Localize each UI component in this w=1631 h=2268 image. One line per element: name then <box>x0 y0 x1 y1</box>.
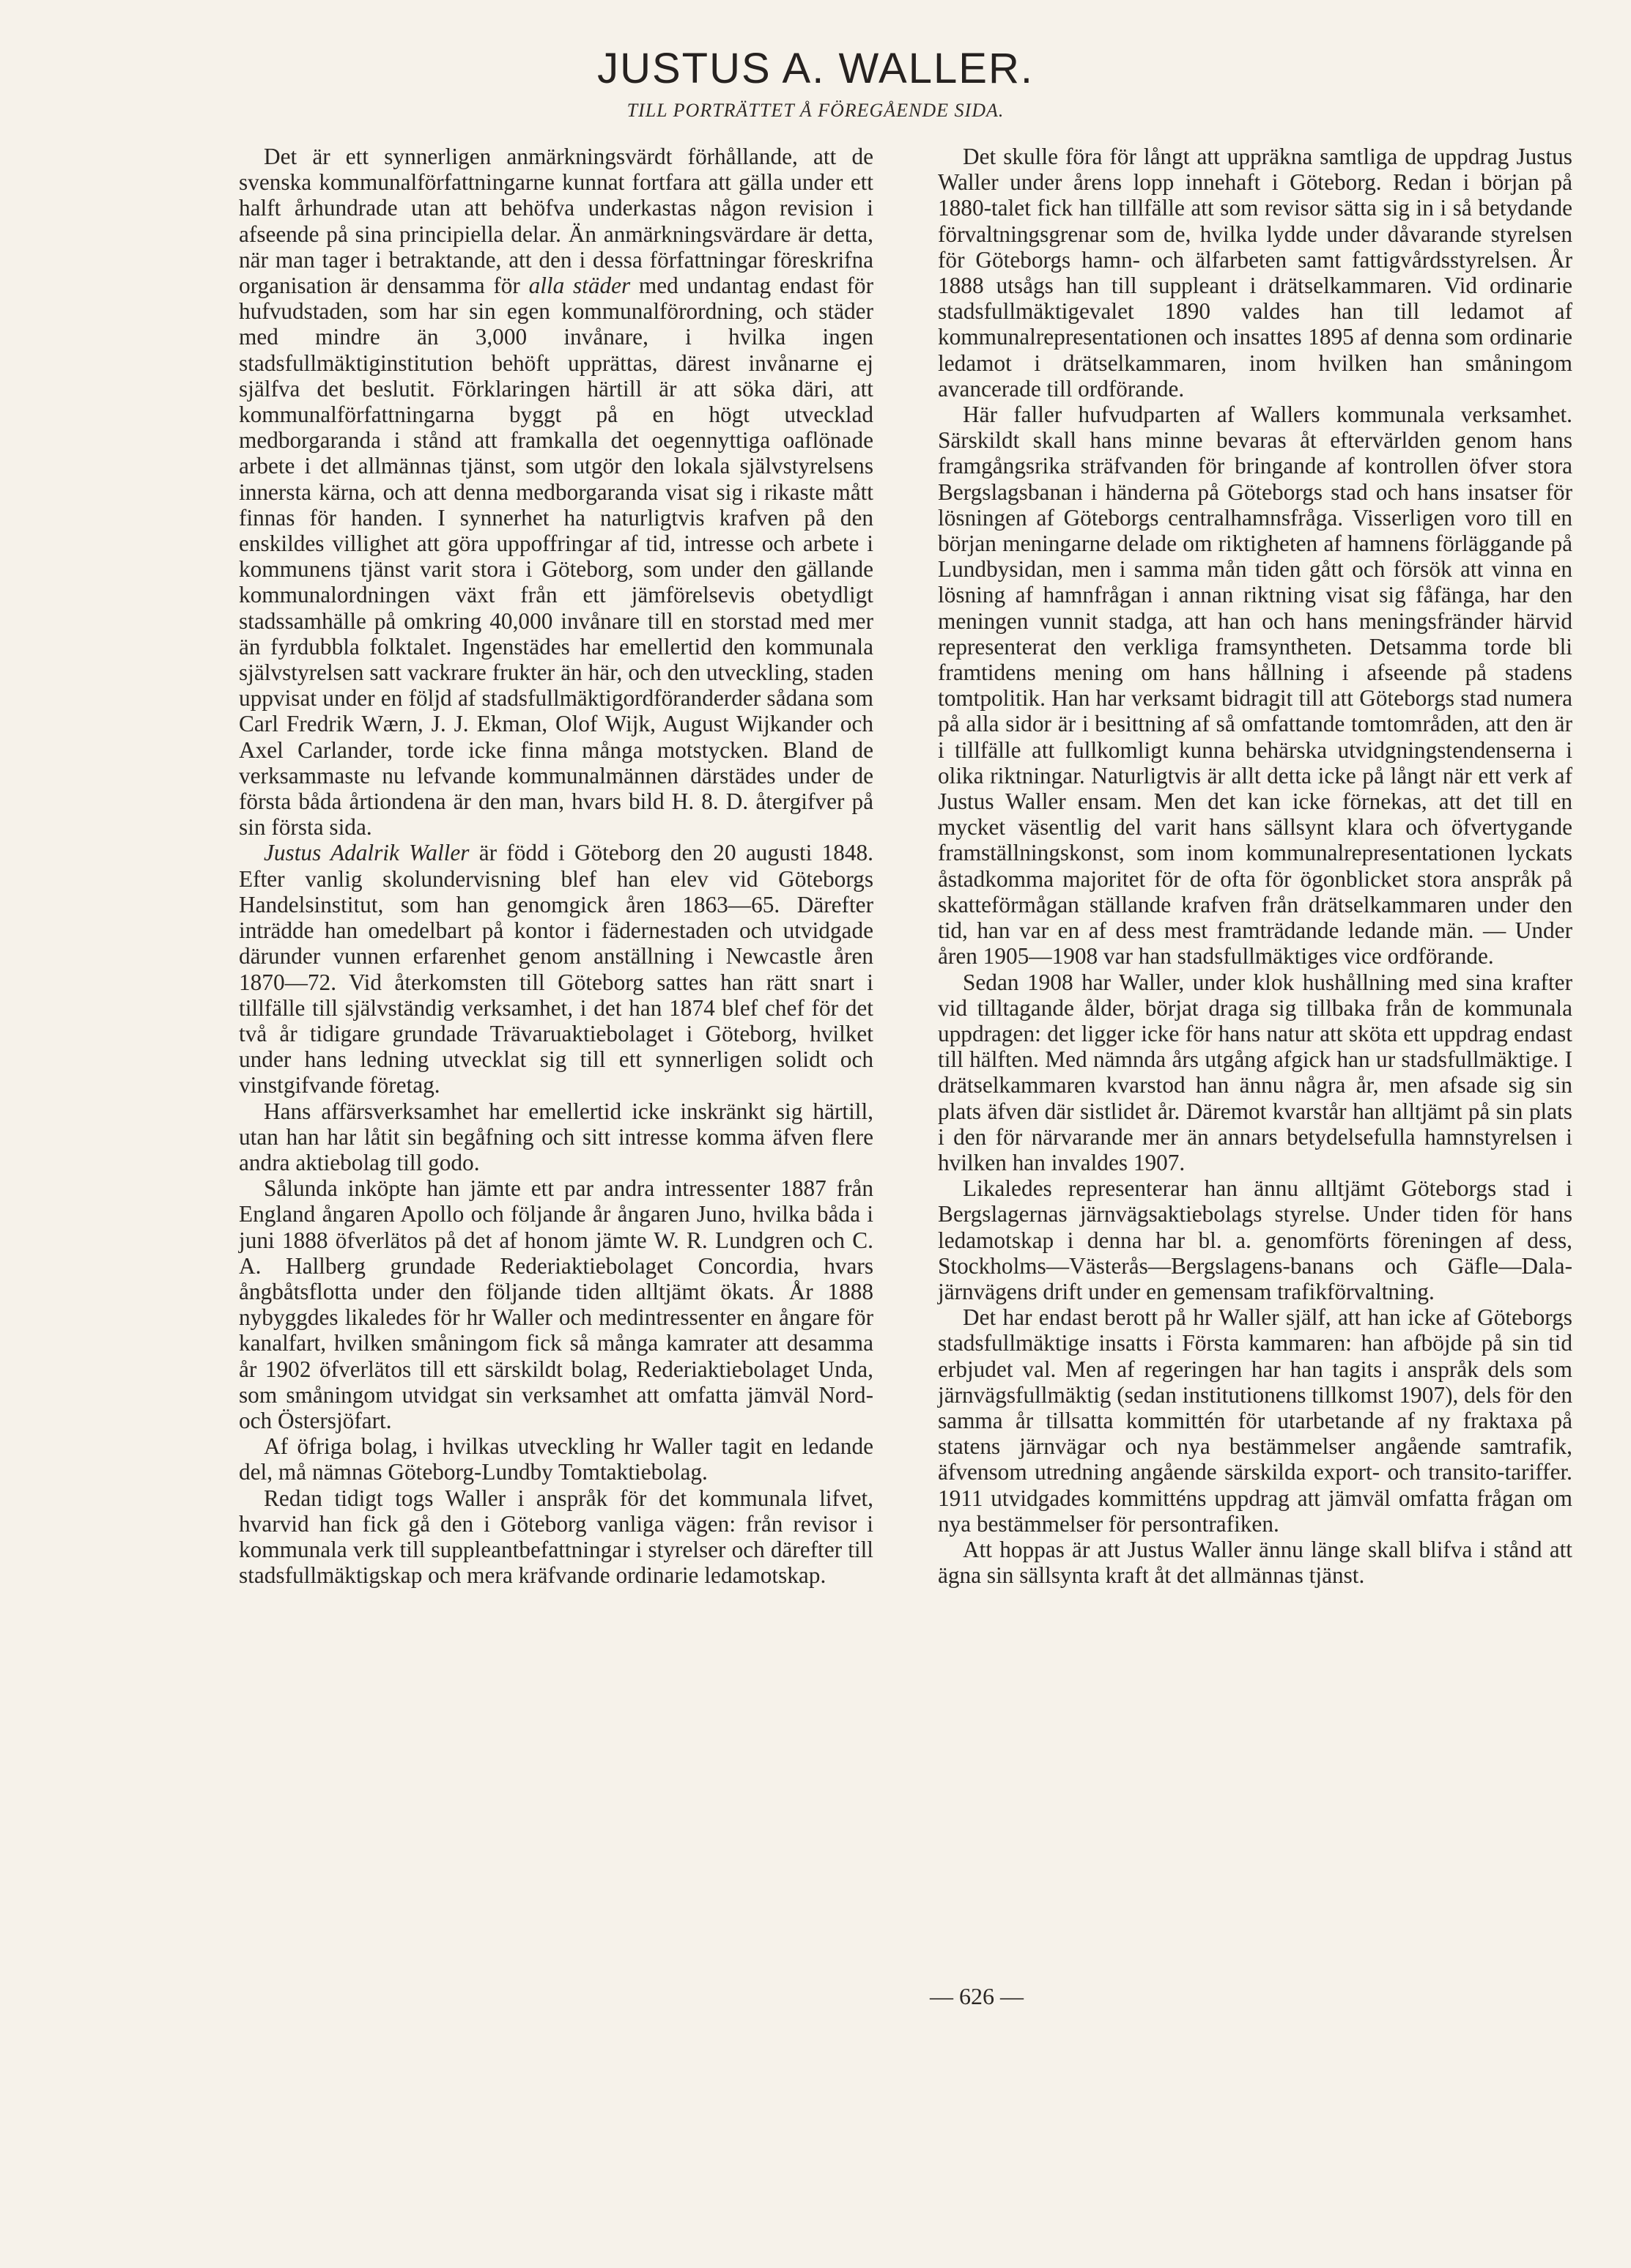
left-paragraph-4: Sålunda inköpte han jämte ett par andra intressenter 1887 från England ångaren Apollo och följande år ångaren Juno, hvilka båda i juni 1888 öfverlätos på det af honom jämte W. R. Lundgren och C. A. Hallberg grundade Rederiaktiebolaget Concordia, hvars ångbåtsflotta under den följande tiden alltjämt ökats. År 1888 nybyggdes likaledes för hr Waller och medintressenter en ångare för kanalfart, hvilken småningom fick så många kamrater att desamma år 1902 öfverlätos till ett särskildt bolag, Rederiaktiebolaget Unda, som småningom utvidgat sin verksamhet att omfatta jämväl Nord- och Östersjöfart. <box>239 1175 873 1433</box>
right-paragraph-1: Det skulle föra för långt att uppräkna samtliga de uppdrag Justus Waller under årens lopp innehaft i Göteborg. Redan i början på 1880-talet fick han tillfälle att som revisor sätta sig in i så betydande förvaltningsgrenar som de, hvilka lydde under dåvarande styrelsen för Göteborgs hamn- och älfarbeten samt fattigvårdsstyrelsen. År 1888 utsågs han till suppleant i drätselkammaren. Vid ordinarie stadsfullmäktigevalet 1890 valdes han till ledamot af kommunalrepresentationen och insattes 1895 af denna som ordinarie ledamot i drätselkammaren, inom hvilken han småningom avancerade till ordförande. <box>938 144 1572 402</box>
right-column <box>938 144 1572 1588</box>
emphasis-name: Justus Adalrik Waller <box>264 840 470 866</box>
right-paragraph-4: Likaledes representerar han ännu alltjämt Göteborgs stad i Bergslagernas järnvägsaktiebolags styrelse. Under tiden för hans ledamotskap i denna har bl. a. genomförts föreningen af dess, Stockholms—Västerås—Bergslagens-banans och Gäfle—Dala-järnvägens drift under en gemensam trafikförvaltning. <box>938 1175 1572 1304</box>
right-paragraph-5: Det har endast berott på hr Waller själf, att han icke af Göteborgs stadsfullmäktige insatts i Första kammaren: han afböjde på sin tid erbjudet val. Men af regeringen har han tagits i anspråk dels som järnvägsfullmäktig (sedan institutionens tillkomst 1907), dels för den samma år tillsatta kommittén för utarbetande af ny fraktaxa på statens järnvägar och nya bestämmelser angående samtrafik, äfvensom utredning angående särskilda export- och transito-tariffer. 1911 utvidgades kommitténs uppdrag att jämväl omfatta frågan om nya bestämmelser för persontrafiken. <box>938 1304 1572 1537</box>
left-paragraph-2: Justus Adalrik Waller är född i Göteborg den 20 augusti 1848. Efter vanlig skolundervisning blef han elev vid Göteborgs Handelsinstitut, som han genomgick åren 1863—65. Därefter inträdde han omedelbart på kontor i fädernestaden och utvidgade därunder vunnen erfarenhet genom anställning i Newcastle åren 1870—72. Vid återkomsten till Göteborg sattes han rätt snart i tillfälle till självständig verksamhet, i det han 1874 blef chef för det två år tidigare grundade Trävaruaktiebolaget i Göteborg, hvilket under hans ledning utvecklat sig till ett synnerligen solidt och vinstgifvande företag. <box>239 840 873 1098</box>
right-paragraph-3: Sedan 1908 har Waller, under klok hushållning med sina krafter vid tilltagande ålder, börjat draga sig tillbaka från de kommunala uppdragen: det ligger icke för hans natur att sköta ett uppdrag endast till hälften. Med nämnda års utgång afgick han ur stadsfullmäktige. I drätselkammaren kvarstod han ännu några år, men afsade sig sin plats äfven där sistlidet år. Däremot kvarstår han alltjämt på sin plats i den för närvarande mer än annars betydelsefulla hamnstyrelsen i hvilken han invaldes 1907. <box>938 969 1572 1175</box>
left-column <box>239 144 873 1588</box>
left-paragraph-5: Af öfriga bolag, i hvilkas utveckling hr Waller tagit en ledande del, må nämnas Göteborg-Lundby Tomtaktiebolag. <box>239 1433 873 1485</box>
article-title: JUSTUS A. WALLER. <box>597 45 1034 92</box>
right-paragraph-2: Här faller hufvudparten af Wallers kommunala verksamhet. Särskildt skall hans minne bevaras åt eftervärlden genom hans framgångsrika sträfvanden för bringande af kontrollen öfver stora Bergslagsbanan i händerna på Göteborgs stad och hans insatser för lösningen af Göteborgs centralhamnsfråga. Visserligen voro till en början meningarne delade om riktigheten af hamnens förläggande på Lundbysidan, men i samma mån tiden gått och försök att vinna en lösning af hamnfrågan i annan riktning visat sig fåfänga, har den meningen vunnit stadga, att han och hans meningsfränder härvid representerat den verkliga framsyntheten. Detsamma torde bli framtidens mening om hans hållning i afseende på stadens tomtpolitik. Han har verksamt bidragit till att Göteborgs stad numera på alla sidor är i besittning af så omfattande tomtområden, att den är i tillfälle att fullkomligt kunna behärska utvidgningstendenserna i olika riktningar. Naturligtvis är allt detta icke på långt när ett verk af Justus Waller ensam. Men det kan icke förnekas, att det till en mycket väsentlig del varit hans sällsynt klara och öfvertygande framställningskonst, som inom kommunalrepresentationen lyckats åstadkomma majoritet för de ofta för ögonblicket stora anspråk på skatteförmågan ställande krafven från drätselkammaren under den tid, han var en af dess mest framträdande ledande män. — Under åren 1905—1908 var han stadsfullmäktiges vice ordförande. <box>938 402 1572 969</box>
left-paragraph-6: Redan tidigt togs Waller i anspråk för det kommunala lifvet, hvarvid han fick gå den i Göteborg vanliga vägen: från revisor i kommunala verk till suppleantbefattningar i styrelser och därefter till stadsfullmäktigskap och mera kräfvande ordinarie ledamotskap. <box>239 1485 873 1589</box>
left-paragraph-3: Hans affärsverksamhet har emellertid icke inskränkt sig härtill, utan han har låtit sin begåfning och sitt intresse komma äfven flere andra aktiebolag till godo. <box>239 1098 873 1175</box>
left-paragraph-1: Det är ett synnerligen anmärkningsvärdt förhållande, att de svenska kommunalförfattningarne kunnat fortfara att gälla under ett halft århundrade utan att behöfva underkastas någon revision i afseende på sina principiella delar. Än anmärkningsvärdare är detta, när man tager i betraktande, att den i dessa författningar föreskrifna organisation är densamma för alla städer med undantag endast för hufvudstaden, som har sin egen kommunalförordning, och städer med mindre än 3,000 invånare, i hvilka ingen stadsfullmäktiginstitution behöft upprättas, därest invånarne ej själfva det beslutit. Förklaringen härtill är att söka däri, att kommunalförfattningarna byggt på en högt utvecklad medborgaranda i stånd att framkalla det oegennyttiga oaflönade arbete i det allmännas tjänst, som utgör den lokala självstyrelsens innersta kärna, och att denna medborgaranda visat sig i rikaste mått finnas för handen. I synnerhet ha naturligtvis krafven på den enskildes villighet att göra uppoffringar af tid, intresse och arbete i kommunens tjänst varit stora i Göteborg, som under den gällande kommunalordningen växt från ett jämförelsevis obetydligt stadssamhälle på omkring 40,000 invånare till en storstad med mer än fyrdubbla folktalet. Ingenstädes har emellertid den kommunala självstyrelsen satt vackrare frukter än här, och den utveckling, staden uppvisat under en följd af stadsfullmäktigordföranderder sådana som Carl Fredrik Wærn, J. J. Ekman, Olof Wijk, August Wijkander och Axel Carlander, torde icke finna många motstycken. Bland de verksammaste nu lefvande kommunalmännen därstädes under de första båda årtiondena är den man, hvars bild H. 8. D. återgifver på sin första sida. <box>239 144 874 841</box>
emphasis-alla-stader: alla städer <box>528 273 631 299</box>
article-subtitle: TILL PORTRÄTTET Å FÖREGÅENDE SIDA. <box>626 100 1005 121</box>
right-paragraph-6: Att hoppas är att Justus Waller ännu länge skall blifva i stånd att ägna sin sällsynta kraft åt det allmännas tjänst. <box>938 1536 1572 1589</box>
page-number: — 626 — <box>930 1983 1024 2009</box>
